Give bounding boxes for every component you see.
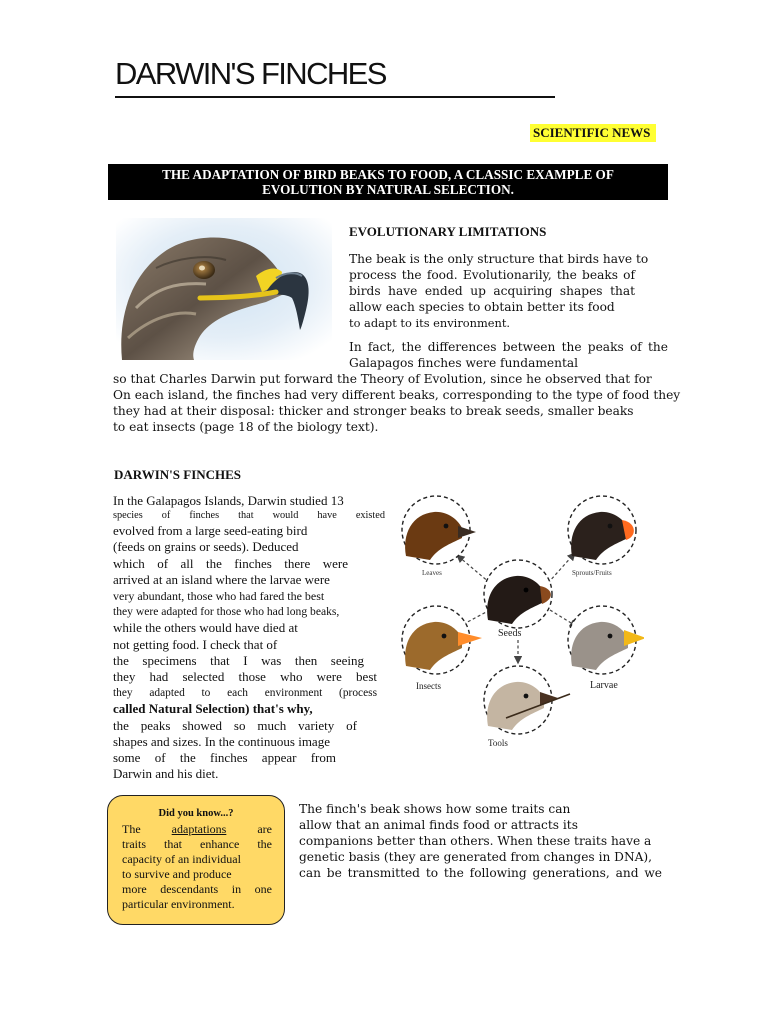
text-line: to adapt to its environment. bbox=[349, 316, 511, 330]
text-line: companions better than others. When these traits have a bbox=[299, 834, 652, 848]
text-line: On each island, the finches had very different beaks, corresponding to the type of food they bbox=[113, 388, 681, 402]
label-seeds: Seeds bbox=[498, 628, 522, 639]
paragraph-galapagos-finches bbox=[113, 493, 385, 782]
text-line: called Natural Selection) that's why, bbox=[113, 701, 313, 717]
label-tools: Tools bbox=[488, 738, 508, 748]
text-line: the peaks showed so much variety of bbox=[113, 717, 357, 733]
text-line: some of the finches appear from bbox=[113, 750, 336, 766]
text-line: they were adapted for those who had long beaks, bbox=[113, 605, 340, 619]
text-line: not getting food. I check that of bbox=[113, 636, 278, 652]
text-line: birds have ended up acquiring shapes that bbox=[349, 284, 635, 298]
text-line: process the food. Evolutionarily, the beaks of bbox=[349, 268, 635, 282]
section-heading-finches: DARWIN'S FINCHES bbox=[114, 467, 242, 482]
label-leaves: Leaves bbox=[422, 569, 442, 577]
text-line: particular environment. bbox=[122, 897, 235, 911]
did-you-know-box bbox=[107, 795, 285, 925]
label-insects: Insects bbox=[416, 681, 441, 691]
headline-line-2: EVOLUTION BY NATURAL SELECTION. bbox=[262, 182, 514, 197]
word-adaptations: adaptations bbox=[171, 822, 227, 836]
paragraph-beak-structure bbox=[349, 251, 649, 331]
text-line: to survive and produce bbox=[122, 867, 232, 881]
did-you-know-title: Did you know...? bbox=[158, 808, 234, 819]
text-line: Darwin and his diet. bbox=[113, 766, 219, 782]
text-line: very abundant, those who had fared the best bbox=[113, 589, 325, 604]
headline-banner bbox=[108, 164, 668, 200]
text-line: arrived at an island where the larvae were bbox=[113, 571, 330, 587]
text-line: can be transmitted to the following generations, and we bbox=[299, 866, 662, 880]
label-sprouts: Sprouts/Fruits bbox=[572, 569, 612, 577]
section-tag: SCIENTIFIC NEWS bbox=[530, 124, 656, 142]
text-line: the specimens that I was then seeing bbox=[113, 652, 364, 668]
text-line: Galapagos finches were fundamental bbox=[349, 356, 579, 370]
text-line: allow that an animal finds food or attracts its bbox=[299, 818, 578, 832]
text-line: species of finches that would have existed bbox=[113, 510, 385, 522]
hawk-head-image bbox=[116, 218, 332, 360]
title-underline bbox=[115, 96, 555, 98]
text-line bbox=[122, 822, 272, 837]
label-larvae: Larvae bbox=[590, 680, 618, 691]
page-title: DARWIN'S FINCHES bbox=[115, 56, 386, 91]
text-line: traits that enhance the bbox=[122, 837, 272, 851]
text-line: The finch's beak shows how some traits can bbox=[299, 802, 571, 816]
text-line: so that Charles Darwin put forward the Theory of Evolution, since he observed that for bbox=[113, 372, 652, 386]
text-line: (feeds on grains or seeds). Deduced bbox=[113, 539, 299, 555]
text-line: more descendants in one bbox=[122, 882, 272, 896]
text-line: which of all the finches there were bbox=[113, 555, 348, 571]
finch-seeds bbox=[484, 560, 552, 628]
finch-larvae bbox=[568, 606, 644, 674]
text-line: In the Galapagos Islands, Darwin studied 13 bbox=[113, 493, 344, 508]
text-line: genetic basis (they are generated from changes in DNA), bbox=[299, 850, 653, 864]
paragraph-darwin-theory bbox=[113, 371, 681, 435]
word-the: The bbox=[122, 822, 141, 836]
section-heading-limitations: EVOLUTIONARY LIMITATIONS bbox=[349, 224, 547, 239]
text-line: they adapted to each environment (process bbox=[113, 687, 377, 700]
text-line: capacity of an individual bbox=[122, 852, 241, 866]
text-line: they had at their disposal: thicker and stronger beaks to break seeds, smaller beaks bbox=[113, 404, 634, 418]
text-line: shapes and sizes. In the continuous image bbox=[113, 733, 330, 749]
text-line: to eat insects (page 18 of the biology text). bbox=[113, 420, 379, 434]
text-line: they had selected those who were best bbox=[113, 669, 377, 685]
finch-leaves bbox=[402, 496, 476, 564]
finch-insects bbox=[402, 606, 482, 674]
text-line: The beak is the only structure that birds have to bbox=[349, 252, 649, 266]
text-line: evolved from a large seed-eating bird bbox=[113, 523, 308, 539]
text-line: In fact, the differences between the peaks of the bbox=[349, 340, 668, 354]
word-are: are bbox=[257, 822, 272, 836]
text-line: allow each species to obtain better its food bbox=[349, 300, 615, 314]
finch-sprouts bbox=[568, 496, 636, 564]
headline-line-1: THE ADAPTATION OF BIRD BEAKS TO FOOD, A CLASSIC EXAMPLE OF bbox=[162, 167, 614, 182]
finch-diet-diagram bbox=[394, 490, 644, 758]
paragraph-galapagos-differences bbox=[349, 339, 668, 371]
finch-tools bbox=[484, 666, 570, 734]
paragraph-finch-beak-traits bbox=[299, 801, 662, 881]
text-line: while the others would have died at bbox=[113, 620, 298, 636]
